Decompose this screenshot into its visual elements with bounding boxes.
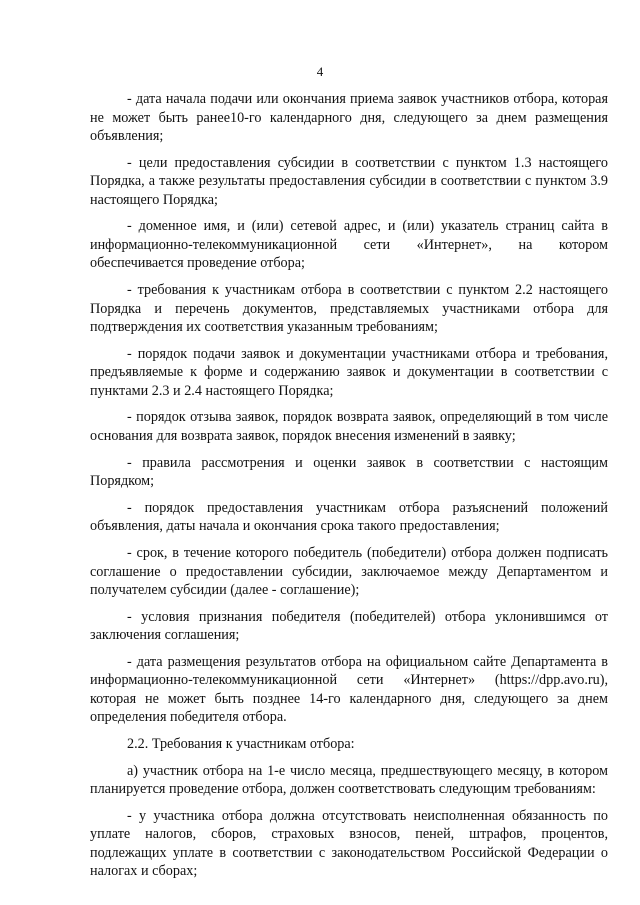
paragraph-item-a: а) участник отбора на 1-е число месяца, предшествующего месяцу, в котором планируется проведение отбора, должен соответствовать следующим требованиям: bbox=[90, 762, 608, 798]
paragraph-application-dates: - дата начала подачи или окончания приема заявок участников отбора, которая не может быть ранее10-го календарного дня, следующего за днем размещения объявления; bbox=[90, 91, 608, 144]
paragraph-subsidy-goals: - цели предоставления субсидии в соответствии с пунктом 1.3 настоящего Порядка, а также результаты предоставления субсидии в соответствии с пунктом 3.9 настоящего Порядка; bbox=[90, 154, 608, 208]
document-body bbox=[90, 90, 608, 889]
page-number: 4 bbox=[316, 64, 324, 79]
paragraph-agreement-deadline: - срок, в течение которого победитель (победители) отбора должен подписать соглашение о предоставлении субсидии, заключаемое между Департаментом и получателем субсидии (далее - соглашение); bbox=[90, 545, 608, 598]
paragraph-results-publication: - дата размещения результатов отбора на официальном сайте Департамента в информационно-телекоммуникационной сети «Интернет» (https://dpp.avo.ru), которая не может быть позднее 14-го календарного дня, следующего за днем определения победителя отбора. bbox=[90, 653, 608, 726]
paragraph-tax-obligations: - у участника отбора должна отсутствовать неисполненная обязанность по уплате налогов, сборов, страховых взносов, пеней, штрафов, процентов, подлежащих уплате в соответствии с законодательством Российской Федерации о налогах и сборах; bbox=[90, 807, 608, 880]
paragraph-withdrawal-procedure: - порядок отзыва заявок, порядок возврата заявок, определяющий в том числе основания для возврата заявок, порядок внесения изменений в заявку; bbox=[90, 409, 608, 444]
paragraph-participant-requirements: - требования к участникам отбора в соответствии с пунктом 2.2 настоящего Порядка и перечень документов, представляемых участниками отбора для подтверждения их соответствия указанным требованиям; bbox=[90, 282, 608, 336]
paragraph-evaluation-rules: - правила рассмотрения и оценки заявок в соответствии с настоящим Порядком; bbox=[90, 454, 608, 490]
section-heading-2-2: 2.2. Требования к участникам отбора: bbox=[127, 736, 355, 753]
paragraph-evasion-conditions: - условия признания победителя (победителей) отбора уклонившимся от заключения соглашения; bbox=[90, 608, 608, 644]
paragraph-clarifications: - порядок предоставления участникам отбора разъяснений положений объявления, даты начала и окончания срока такого предоставления; bbox=[90, 499, 608, 535]
paragraph-domain-name: - доменное имя, и (или) сетевой адрес, и (или) указатель страниц сайта в информационно-телекоммуникационной сети «Интернет», на котором обеспечивается проведение отбора; bbox=[90, 218, 608, 272]
paragraph-submission-procedure: - порядок подачи заявок и документации участниками отбора и требования, предъявляемые к форме и содержанию заявок и документации в соответствии с пунктами 2.3 и 2.4 настоящего Порядка; bbox=[90, 345, 608, 399]
